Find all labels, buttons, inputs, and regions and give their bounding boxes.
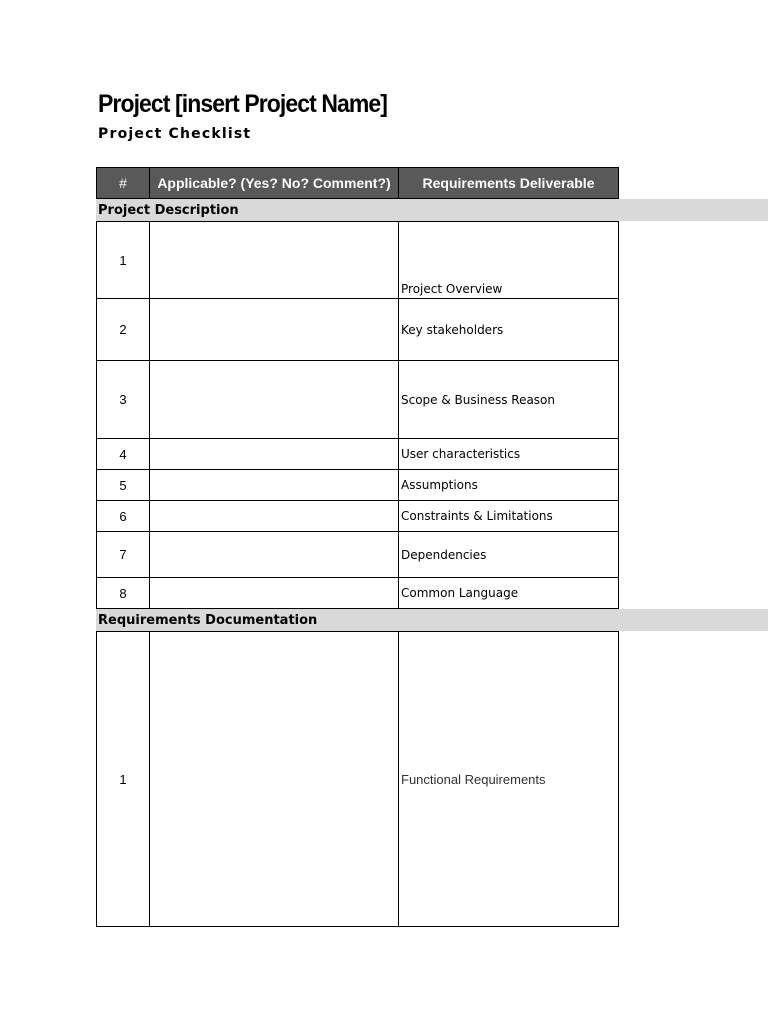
applicable-cell[interactable] [150, 439, 399, 469]
row-number: 8 [97, 578, 150, 608]
applicable-cell[interactable] [150, 632, 399, 926]
section-requirements-documentation: Requirements Documentation [96, 609, 768, 631]
deliverable-cell: Project Overview [401, 282, 503, 296]
applicable-cell[interactable] [150, 501, 399, 531]
deliverable-cell: Common Language [401, 586, 519, 600]
deliverable-cell: Scope & Business Reason [401, 392, 556, 407]
header-applicable: Applicable? (Yes? No? Comment?) [150, 168, 399, 198]
row-number: 2 [97, 299, 150, 360]
row-number: 4 [97, 439, 150, 469]
deliverable-cell: User characteristics [401, 447, 521, 461]
row-number: 7 [97, 532, 150, 577]
row-number: 1 [97, 222, 150, 298]
table-row [96, 578, 619, 609]
deliverable-cell: Functional Requirements [401, 771, 546, 787]
deliverable-cell: Assumptions [401, 478, 478, 492]
row-number: 3 [97, 361, 150, 438]
deliverable-cell: Dependencies [401, 547, 487, 562]
table-row [96, 631, 619, 927]
applicable-cell[interactable] [150, 361, 399, 438]
row-number: 1 [97, 632, 150, 926]
document-title: Project [insert Project Name] [98, 90, 388, 118]
table-row [96, 221, 619, 299]
table-row [96, 439, 619, 470]
applicable-cell[interactable] [150, 299, 399, 360]
table-row [96, 361, 619, 439]
applicable-cell[interactable] [150, 532, 399, 577]
row-number: 5 [97, 470, 150, 500]
row-number: 6 [97, 501, 150, 531]
deliverable-cell: Constraints & Limitations [401, 509, 553, 523]
deliverable-cell: Key stakeholders [401, 322, 504, 337]
table-row [96, 299, 619, 361]
table-row [96, 470, 619, 501]
section-project-description: Project Description [96, 199, 768, 221]
document-subtitle: Project Checklist [98, 126, 252, 142]
applicable-cell[interactable] [150, 470, 399, 500]
header-number: # [97, 168, 150, 198]
applicable-cell[interactable] [150, 222, 399, 298]
table-row [96, 501, 619, 532]
checklist-table [96, 167, 768, 927]
header-deliverable: Requirements Deliverable [422, 175, 595, 191]
table-header-row [96, 167, 619, 199]
table-row [96, 532, 619, 578]
applicable-cell[interactable] [150, 578, 399, 608]
